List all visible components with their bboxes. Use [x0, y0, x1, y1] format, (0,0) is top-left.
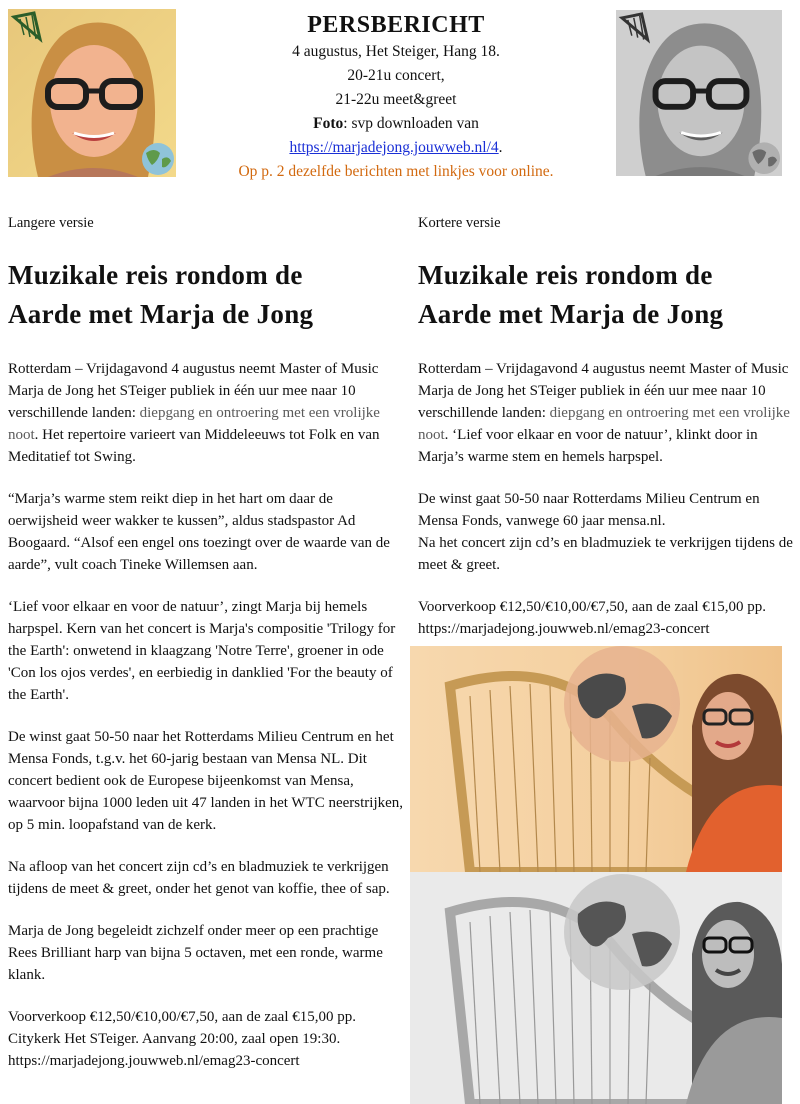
concert-url[interactable]: https://marjadejong.jouwweb.nl/emag23-concert — [8, 1053, 300, 1069]
heading-line-1: Muzikale reis rondom de — [418, 260, 713, 290]
meet-greet-text: Na het concert zijn cd’s en bladmuziek te verkrijgen tijdens de meet & greet. — [418, 535, 793, 573]
globe-icon — [564, 646, 680, 762]
intro-text-b: diepgang en ontroering met een vrolijke noot — [418, 405, 790, 443]
intro-text-c: . Het repertoire varieert van Middeleeuws tot Folk en van Meditatief tot Swing. — [8, 427, 380, 465]
link-suffix: . — [498, 139, 503, 156]
paragraph-proceeds — [418, 488, 800, 576]
event-date-venue: 4 augustus, Het Steiger, Hang 18. — [292, 43, 500, 60]
concert-url[interactable]: https://marjadejong.jouwweb.nl/emag23-concert — [418, 621, 710, 637]
ticket-prices: Voorverkoop €12,50/€10,00/€7,50, aan de zaal €15,00 pp. — [8, 1009, 356, 1025]
long-version-column — [8, 212, 406, 1092]
paragraph-meet-greet: Na afloop van het concert zijn cd’s en bladmuziek te verkrijgen tijdens de meet & greet, onder het genot van koffie, thee of sap. — [8, 859, 390, 897]
photo-download-link[interactable]: https://marjadejong.jouwweb.nl/4 — [289, 139, 499, 156]
heading-line-2: Aarde met Marja de Jong — [8, 299, 314, 329]
foto-label: Foto — [313, 115, 344, 132]
paragraph-intro — [418, 358, 800, 468]
paragraph-tickets — [418, 596, 800, 640]
paragraph-intro — [8, 358, 406, 468]
venue-times: Citykerk Het STeiger. Aanvang 20:00, zaal open 19:30. — [8, 1031, 341, 1047]
paragraph-proceeds: De winst gaat 50-50 naar het Rotterdams Milieu Centrum en het Mensa Fonds, t.g.v. het 60-jarig bestaan van Mensa NL. Dit concert bedient ook de Europese bijeenkomst van Mensa, waarvoor bijna 1000 leden uit 47 landen in het WTC neerstrijken, op 5 min. loopafstand van de kerk. — [8, 729, 404, 833]
proceeds-text: De winst gaat 50-50 naar Rotterdams Milieu Centrum en Mensa Fonds, vanwege 60 jaar mensa.nl. — [418, 491, 760, 529]
short-version-heading — [418, 256, 800, 334]
portrait-photo-color — [8, 9, 176, 177]
globe-icon — [748, 142, 780, 174]
heading-line-2: Aarde met Marja de Jong — [418, 299, 724, 329]
harp-photo-greyscale — [410, 872, 782, 1104]
meet-greet-time: 21-22u meet&greet — [335, 91, 457, 108]
paragraph-trilogy: ‘Lief voor elkaar en voor de natuur’, zingt Marja bij hemels harpspel. Kern van het concert is Marja's compositie 'Trilogy for the Earth': onwetend in klaagzang 'Notre Terre', groener in ode 'Con los ojos verdes', en eerbiedig in danklied 'For the beauty of the Earth'. — [8, 599, 396, 703]
harp-photo-color — [410, 646, 782, 872]
intro-text-a: Rotterdam – Vrijdagavond 4 augustus neemt Master of Music Marja de Jong het STeiger publiek in één uur mee naar 10 verschillende landen: — [8, 361, 379, 421]
concert-time: 20-21u concert, — [347, 67, 445, 84]
intro-text-b: diepgang en ontroering met een vrolijke noot — [8, 405, 380, 443]
portrait-photo-greyscale — [616, 9, 782, 177]
short-version-column — [418, 212, 800, 660]
globe-icon — [564, 874, 680, 990]
heading-line-1: Muzikale reis rondom de — [8, 260, 303, 290]
paragraph-harp: Marja de Jong begeleidt zichzelf onder meer op een prachtige Rees Brilliant harp van bijna 5 octaven, met een ronde, warme klank. — [8, 923, 383, 983]
short-version-label: Kortere versie — [418, 215, 501, 231]
intro-text-c: . ‘Lief voor elkaar en voor de natuur’, klinkt door in Marja’s warme stem en hemels harpspel. — [418, 427, 758, 465]
ticket-prices: Voorverkoop €12,50/€10,00/€7,50, aan de zaal €15,00 pp. — [418, 599, 766, 615]
photo-download-note — [200, 112, 592, 136]
paragraph-quotes: “Marja’s warme stem reikt diep in het hart om daar de oerwijsheid weer wakker te kussen”, aldus stadspastor Ad Boogaard. “Alsof een engel ons toezingt over de waarde van de aarde”, vult coach Tineke Willemsen aan. — [8, 491, 390, 573]
long-version-heading — [8, 256, 406, 334]
photo-link-line — [200, 136, 592, 160]
foto-text: : svp downloaden van — [343, 115, 479, 132]
long-version-label: Langere versie — [8, 215, 94, 231]
page-two-note: Op p. 2 dezelfde berichten met linkjes voor online. — [238, 163, 554, 180]
press-header — [200, 10, 592, 184]
paragraph-tickets — [8, 1006, 406, 1072]
intro-text-a: Rotterdam – Vrijdagavond 4 augustus neemt Master of Music Marja de Jong het STeiger publiek in één uur mee naar 10 verschillende landen: — [418, 361, 789, 421]
globe-icon — [142, 143, 174, 175]
page-title: PERSBERICHT — [307, 12, 485, 38]
